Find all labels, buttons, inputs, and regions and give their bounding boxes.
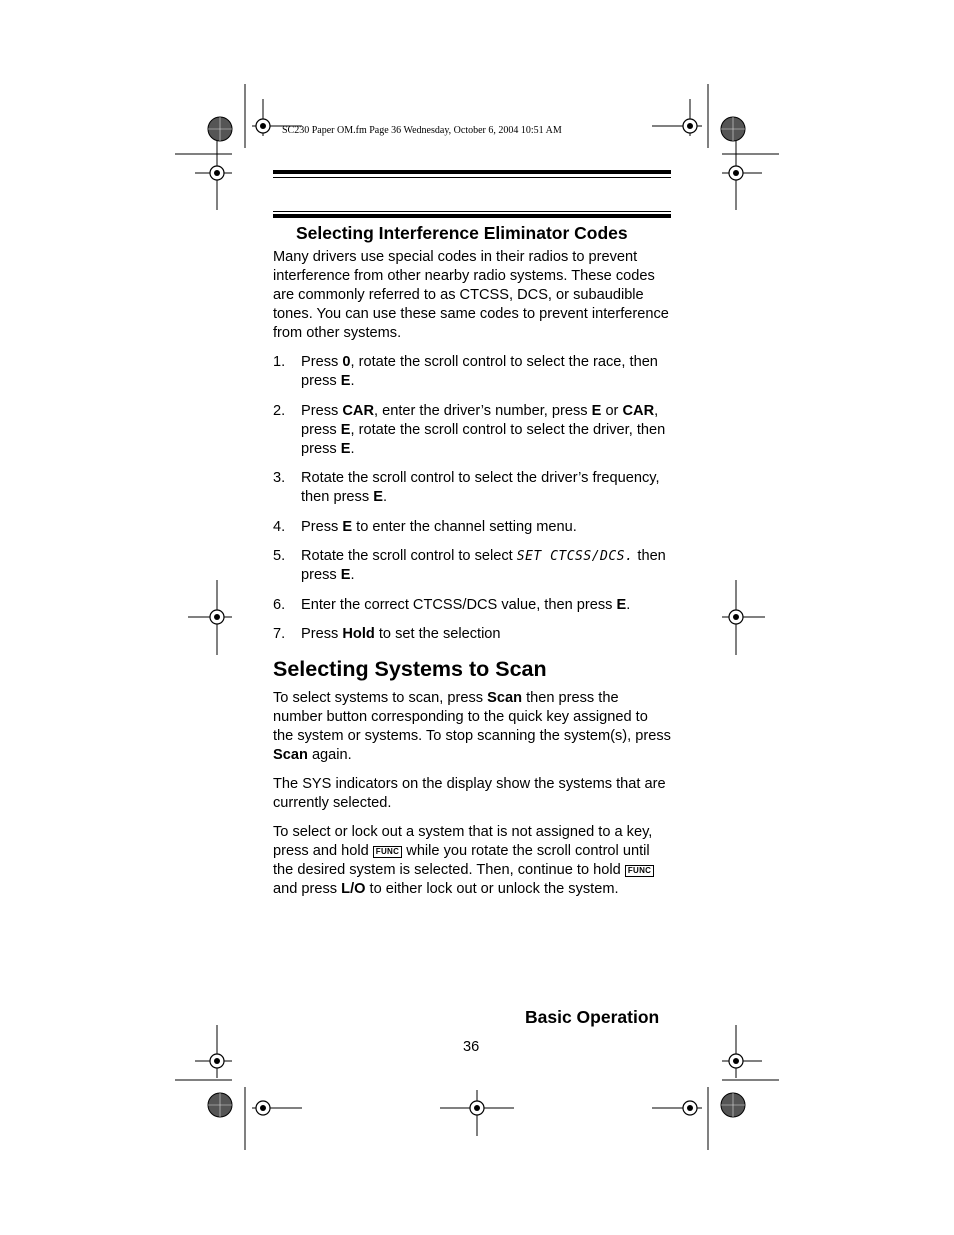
text-run: . [626,596,631,613]
text-run: . [350,440,355,457]
step-item [273,518,671,537]
step-number: 3. [273,470,286,486]
text-run: Rotate the scroll control to select the driver’s frequency, then press [301,470,660,505]
bold-key-name: CAR [342,402,374,419]
top-rule-thin [273,177,671,178]
bold-key-name: E [340,421,351,438]
section-rule-thick [273,214,671,218]
text-run: . [350,373,355,389]
scan-paragraph [273,775,671,813]
step-item [273,353,671,391]
text-run: while you rotate the scroll control until the desired system is selected. Then, continue to hold [273,843,650,878]
step-item [273,469,671,507]
step-number: 4. [273,518,286,535]
bold-key-name: Hold [342,626,375,642]
step-item [273,625,671,644]
text-run: , rotate the scroll control to select the race, then press [301,354,658,389]
step-number: 6. [273,596,286,613]
text-run: , rotate the scroll control to select the driver, then press [301,421,666,457]
text-run: or [601,402,623,419]
text-run: Press [301,402,343,419]
bold-key-name: CAR [622,402,655,419]
interference-intro: Many drivers use special codes in their radios to prevent interference from other nearby radio systems. These codes are commonly referred to as CTCSS, DCS, or subaudible tones. You can use these same codes to prevent interference from other systems. [273,249,669,341]
text-run: to either lock out or unlock the system. [365,881,619,897]
scan-paragraphs [273,689,671,899]
bold-key-name: E [342,518,353,535]
text-run: and press [273,881,342,897]
text-run: Press [301,518,343,535]
scan-paragraph [273,689,671,765]
text-run: to set the selection [374,626,501,642]
func-key-icon: FUNC [373,846,402,858]
text-run: . [350,567,355,583]
bold-key-name: Scan [273,747,308,763]
func-key-icon: FUNC [625,865,654,877]
step-number: 5. [273,548,286,564]
text-run: Enter the correct CTCSS/DCS value, then press [301,596,617,613]
text-run: Press [301,354,343,370]
top-rule-thick [273,170,671,174]
text-run: To select systems to scan, press [273,690,488,706]
footer-section-title: Basic Operation [525,1007,660,1027]
bold-key-name: E [340,373,351,389]
bold-key-name: E [340,440,351,457]
step-number: 1. [273,354,286,370]
section-title-interference: Selecting Interference Eliminator Codes [296,223,628,243]
text-run: again. [307,747,352,763]
bold-key-name: Scan [487,690,523,706]
step-item [273,596,671,615]
text-run: , enter the driver’s number, press [373,402,592,419]
bold-key-name: E [373,489,383,505]
text-run: to enter the channel setting menu. [352,518,577,535]
text-run: then press [301,548,666,583]
bold-key-name: L/O [341,881,366,897]
text-run: Rotate the scroll control to select [301,548,517,564]
bold-key-name: 0 [342,354,351,370]
text-run: then press the number button corresponding to the quick key assigned to the system or systems. To stop scanning the system(s), press [273,690,671,744]
page-content [273,222,671,909]
step-item [273,547,671,585]
bold-key-name: E [591,402,602,419]
step-item [273,402,671,459]
section-title-scan: Selecting Systems to Scan [273,657,547,681]
step-number: 7. [273,626,286,642]
bold-key-name: E [616,596,627,613]
step-number: 2. [273,402,286,419]
page-number: 36 [463,1039,480,1055]
text-run: To select or lock out a system that is not assigned to a key, press and hold [273,824,653,859]
bold-key-name: E [340,567,351,583]
text-run: . [382,489,387,505]
text-run: , press [301,402,659,438]
section-rule-thin [273,211,671,212]
text-run: The SYS indicators on the display show the systems that are currently selected. [273,776,666,811]
scan-paragraph [273,823,671,899]
steps-list [273,353,671,644]
file-info-header: SC230 Paper OM.fm Page 36 Wednesday, October 6, 2004 10:51 AM [282,125,562,136]
text-run: Press [301,626,343,642]
lcd-display-text: SET CTCSS/DCS. [516,549,634,564]
